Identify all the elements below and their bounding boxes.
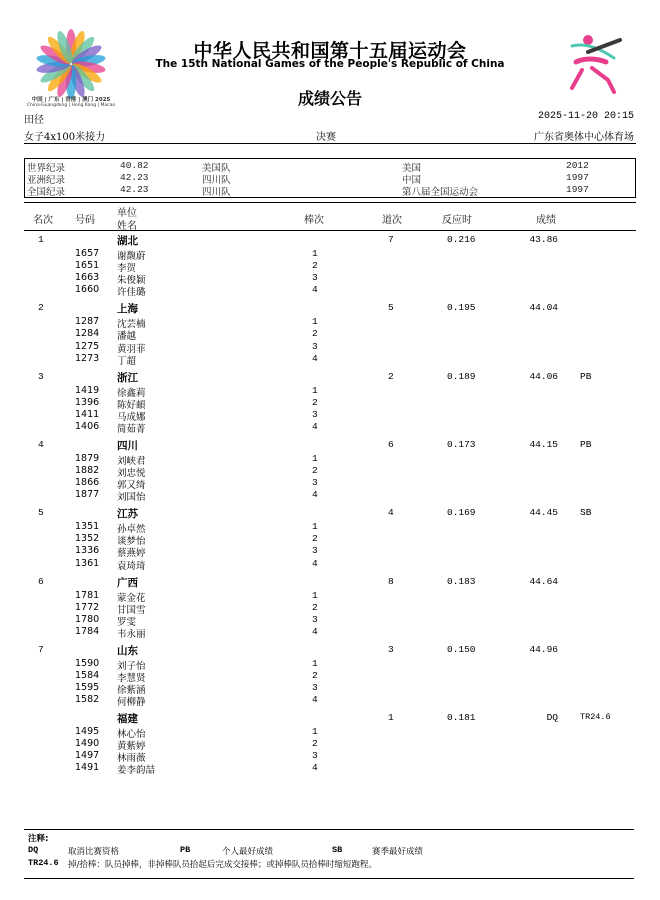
member-name: 沈芸楠 [117, 319, 146, 331]
member-bib: 1352 [75, 533, 100, 545]
member-leg: 4 [312, 625, 318, 637]
member-leg: 4 [312, 352, 318, 364]
member-bib: 1590 [75, 657, 100, 669]
member-bib: 1663 [75, 272, 100, 284]
member-bib: 1275 [75, 340, 100, 352]
member-name: 李贺 [117, 263, 137, 275]
member-name: 郭又绮 [117, 480, 146, 492]
team-name: 四川 [117, 439, 138, 452]
member-name: 刘峡君 [117, 455, 146, 467]
team-name: 湖北 [117, 235, 138, 247]
member-bib: 1406 [75, 420, 100, 432]
record-year: 1997 [566, 172, 589, 183]
record-time: 42.23 [120, 184, 149, 195]
member-bib: 1491 [75, 762, 100, 774]
member-bib: 1879 [75, 452, 100, 464]
team-lane: 2 [388, 370, 394, 382]
team-note: PB [580, 370, 592, 382]
member-leg: 1 [312, 657, 318, 669]
team-rank: 4 [38, 438, 44, 450]
record-label: 亚洲纪录 [27, 175, 66, 186]
member-bib: 1651 [75, 260, 100, 272]
team-name: 江苏 [117, 508, 138, 521]
record-time: 40.82 [120, 160, 149, 171]
member-leg: 4 [312, 489, 318, 501]
member-leg: 1 [312, 384, 318, 396]
member-bib: 1595 [75, 682, 100, 693]
member-bib: 1772 [75, 601, 100, 613]
member-name: 徐紫涵 [117, 685, 146, 696]
member-bib: 1866 [75, 477, 100, 489]
team-reaction: 0.189 [447, 370, 476, 382]
member-name: 袁琦琦 [117, 560, 146, 572]
member-bib: 1361 [75, 557, 100, 569]
member-bib: 1490 [75, 738, 100, 750]
record-location: 美国 [402, 163, 422, 174]
team-lane: 1 [388, 712, 394, 724]
col-lane: 道次 [382, 215, 402, 226]
member-bib: 1781 [75, 589, 100, 601]
team-note: PB [580, 438, 592, 450]
member-leg: 2 [312, 738, 318, 750]
team-result: 44.45 [529, 507, 558, 519]
member-bib: 1877 [75, 489, 100, 501]
member-bib: 1273 [75, 352, 100, 364]
member-leg: 1 [312, 248, 318, 259]
team-rank: 6 [38, 575, 44, 587]
member-name: 姜李韵喆 [117, 765, 156, 777]
member-leg: 1 [312, 521, 318, 533]
record-label: 世界纪录 [27, 163, 66, 174]
document-title: 成绩公告 [297, 89, 362, 108]
team-result: 43.86 [529, 234, 558, 245]
team-result: 44.06 [529, 370, 558, 382]
divider-records [24, 202, 636, 203]
col-leg: 棒次 [304, 215, 324, 226]
member-leg: 2 [312, 396, 318, 408]
legend-text: 个人最好成绩 [222, 847, 274, 857]
member-bib: 1287 [75, 316, 100, 328]
member-leg: 1 [312, 589, 318, 601]
legend-code: SB [332, 845, 343, 855]
col-result: 成绩 [536, 215, 556, 226]
record-location: 中国 [402, 175, 422, 186]
team-code: TR24.6 [580, 712, 611, 723]
member-name: 罗雯 [117, 616, 137, 628]
col-unit: 单位 [117, 208, 137, 219]
member-name: 徐鑫莉 [117, 387, 146, 399]
member-bib: 1351 [75, 521, 100, 533]
notes-heading: 注释: [28, 834, 49, 844]
legend-text: 取消比赛资格 [68, 847, 120, 857]
team-name: 广西 [117, 576, 138, 589]
member-name: 丁超 [117, 355, 137, 367]
team-name: 福建 [117, 713, 138, 726]
member-bib: 1882 [75, 465, 100, 476]
member-bib: 1419 [75, 384, 100, 396]
header-subtitle: The 15th National Games of the People's Republic of China [155, 58, 505, 70]
col-rank: 名次 [33, 215, 53, 226]
member-bib: 1495 [75, 726, 100, 738]
record-holder: 四川队 [202, 187, 231, 198]
member-bib: 1396 [75, 396, 100, 408]
team-reaction: 0.150 [447, 643, 476, 655]
member-name: 孙卓然 [117, 524, 146, 536]
record-year: 2012 [566, 160, 589, 171]
team-reaction: 0.216 [447, 234, 476, 245]
logo-caption-cn: 中国 | 广东 | 香港 | 澳门 2025 [31, 97, 111, 103]
divider-header [24, 230, 636, 231]
sport-label: 田径 [24, 115, 44, 126]
member-leg: 4 [312, 420, 318, 432]
team-reaction: 0.183 [447, 575, 476, 587]
team-name: 山东 [117, 644, 138, 657]
record-holder: 美国队 [202, 163, 231, 174]
record-year: 1997 [566, 184, 589, 195]
team-result: DQ [546, 712, 558, 724]
member-bib: 1497 [75, 750, 100, 762]
team-rank: 3 [38, 370, 44, 382]
team-reaction: 0.169 [447, 507, 476, 519]
record-label: 全国纪录 [27, 187, 66, 198]
logo-caption-en: China·Guangdong | Hong Kong | Macao [26, 103, 116, 108]
team-rank: 1 [38, 234, 44, 245]
member-name: 刘子怡 [117, 660, 146, 672]
member-leg: 3 [312, 408, 318, 420]
member-leg: 3 [312, 682, 318, 693]
member-name: 陈好頔 [117, 399, 146, 411]
member-leg: 2 [312, 601, 318, 613]
team-lane: 4 [388, 507, 394, 519]
team-lane: 5 [388, 302, 394, 314]
col-reaction: 反应时 [442, 215, 472, 226]
member-bib: 1584 [75, 669, 100, 681]
member-leg: 3 [312, 613, 318, 625]
member-bib: 1784 [75, 625, 100, 637]
member-name: 刘忠悦 [117, 468, 146, 479]
member-leg: 1 [312, 316, 318, 328]
member-name: 朱俊颖 [117, 275, 146, 287]
team-name: 浙江 [117, 371, 138, 384]
member-name: 刘国怡 [117, 492, 146, 504]
header-title: 中华人民共和国第十五届运动会 [193, 40, 467, 62]
member-bib: 1411 [75, 408, 100, 420]
record-location: 第八届全国运动会 [402, 187, 479, 198]
member-leg: 1 [312, 726, 318, 738]
team-reaction: 0.173 [447, 438, 476, 450]
team-lane: 6 [388, 438, 394, 450]
member-leg: 2 [312, 533, 318, 545]
member-name: 韦永丽 [117, 628, 146, 640]
round-name: 决赛 [316, 132, 336, 143]
legend-code: PB [180, 845, 191, 855]
member-name: 林雨薇 [117, 753, 146, 765]
venue-name: 广东省奥体中心体育场 [534, 132, 634, 143]
member-name: 简茹菁 [117, 423, 146, 435]
team-result: 44.96 [529, 643, 558, 655]
team-name: 上海 [117, 303, 138, 316]
member-name: 林心怡 [117, 729, 146, 741]
team-rank: 5 [38, 507, 44, 519]
team-lane: 7 [388, 234, 394, 245]
member-leg: 3 [312, 477, 318, 489]
team-lane: 8 [388, 575, 394, 587]
team-lane: 3 [388, 643, 394, 655]
event-name: 女子4x100米接力 [24, 132, 106, 143]
member-name: 谢馥蔚 [117, 251, 146, 262]
member-leg: 2 [312, 465, 318, 476]
team-result: 44.15 [529, 438, 558, 450]
member-bib: 1336 [75, 545, 100, 557]
team-note: SB [580, 507, 592, 519]
member-name: 蒙金花 [117, 592, 146, 604]
team-reaction: 0.181 [447, 712, 476, 724]
member-bib: 1660 [75, 284, 100, 296]
member-bib: 1582 [75, 694, 100, 706]
member-bib: 1284 [75, 328, 100, 340]
member-leg: 2 [312, 260, 318, 272]
team-reaction: 0.195 [447, 302, 476, 314]
records-box [24, 158, 636, 198]
member-name: 潘越 [117, 331, 137, 343]
member-name: 黄羽菲 [117, 343, 146, 355]
member-name: 何柳静 [117, 697, 146, 709]
member-leg: 4 [312, 557, 318, 569]
divider-top [24, 143, 636, 144]
member-name: 马成娜 [117, 411, 146, 423]
col-bib: 号码 [75, 215, 95, 226]
legend-code: DQ [28, 845, 39, 855]
team-rank: 2 [38, 302, 44, 314]
legend-text: 赛季最好成绩 [372, 847, 424, 857]
member-bib: 1780 [75, 613, 100, 625]
member-name: 甘国雪 [117, 604, 146, 616]
record-holder: 四川队 [202, 175, 231, 186]
member-leg: 2 [312, 328, 318, 340]
rule-text: 掉/拾棒：队员掉棒，非掉棒队员拾起后完成交接棒；或掉棒队员拾棒时缩短跑程。 [68, 860, 377, 870]
datetime: 2025-11-20 20:15 [537, 111, 634, 122]
member-leg: 2 [312, 669, 318, 681]
member-name: 许佳璐 [117, 287, 146, 299]
member-leg: 3 [312, 750, 318, 762]
member-leg: 3 [312, 272, 318, 284]
member-leg: 1 [312, 452, 318, 464]
team-result: 44.64 [529, 575, 558, 587]
member-leg: 4 [312, 694, 318, 706]
member-name: 谈梦怡 [117, 536, 146, 548]
member-leg: 4 [312, 284, 318, 296]
team-rank: 7 [38, 643, 44, 655]
member-leg: 4 [312, 762, 318, 774]
member-name: 李慧贤 [117, 672, 146, 684]
member-name: 蔡燕婷 [117, 548, 146, 560]
member-leg: 3 [312, 545, 318, 557]
col-name: 姓名 [117, 221, 137, 232]
rule-code: TR24.6 [28, 858, 59, 868]
member-bib: 1657 [75, 248, 100, 259]
team-result: 44.04 [529, 302, 558, 314]
record-time: 42.23 [120, 172, 149, 183]
member-leg: 3 [312, 340, 318, 352]
member-name: 黄紫婷 [117, 741, 146, 753]
